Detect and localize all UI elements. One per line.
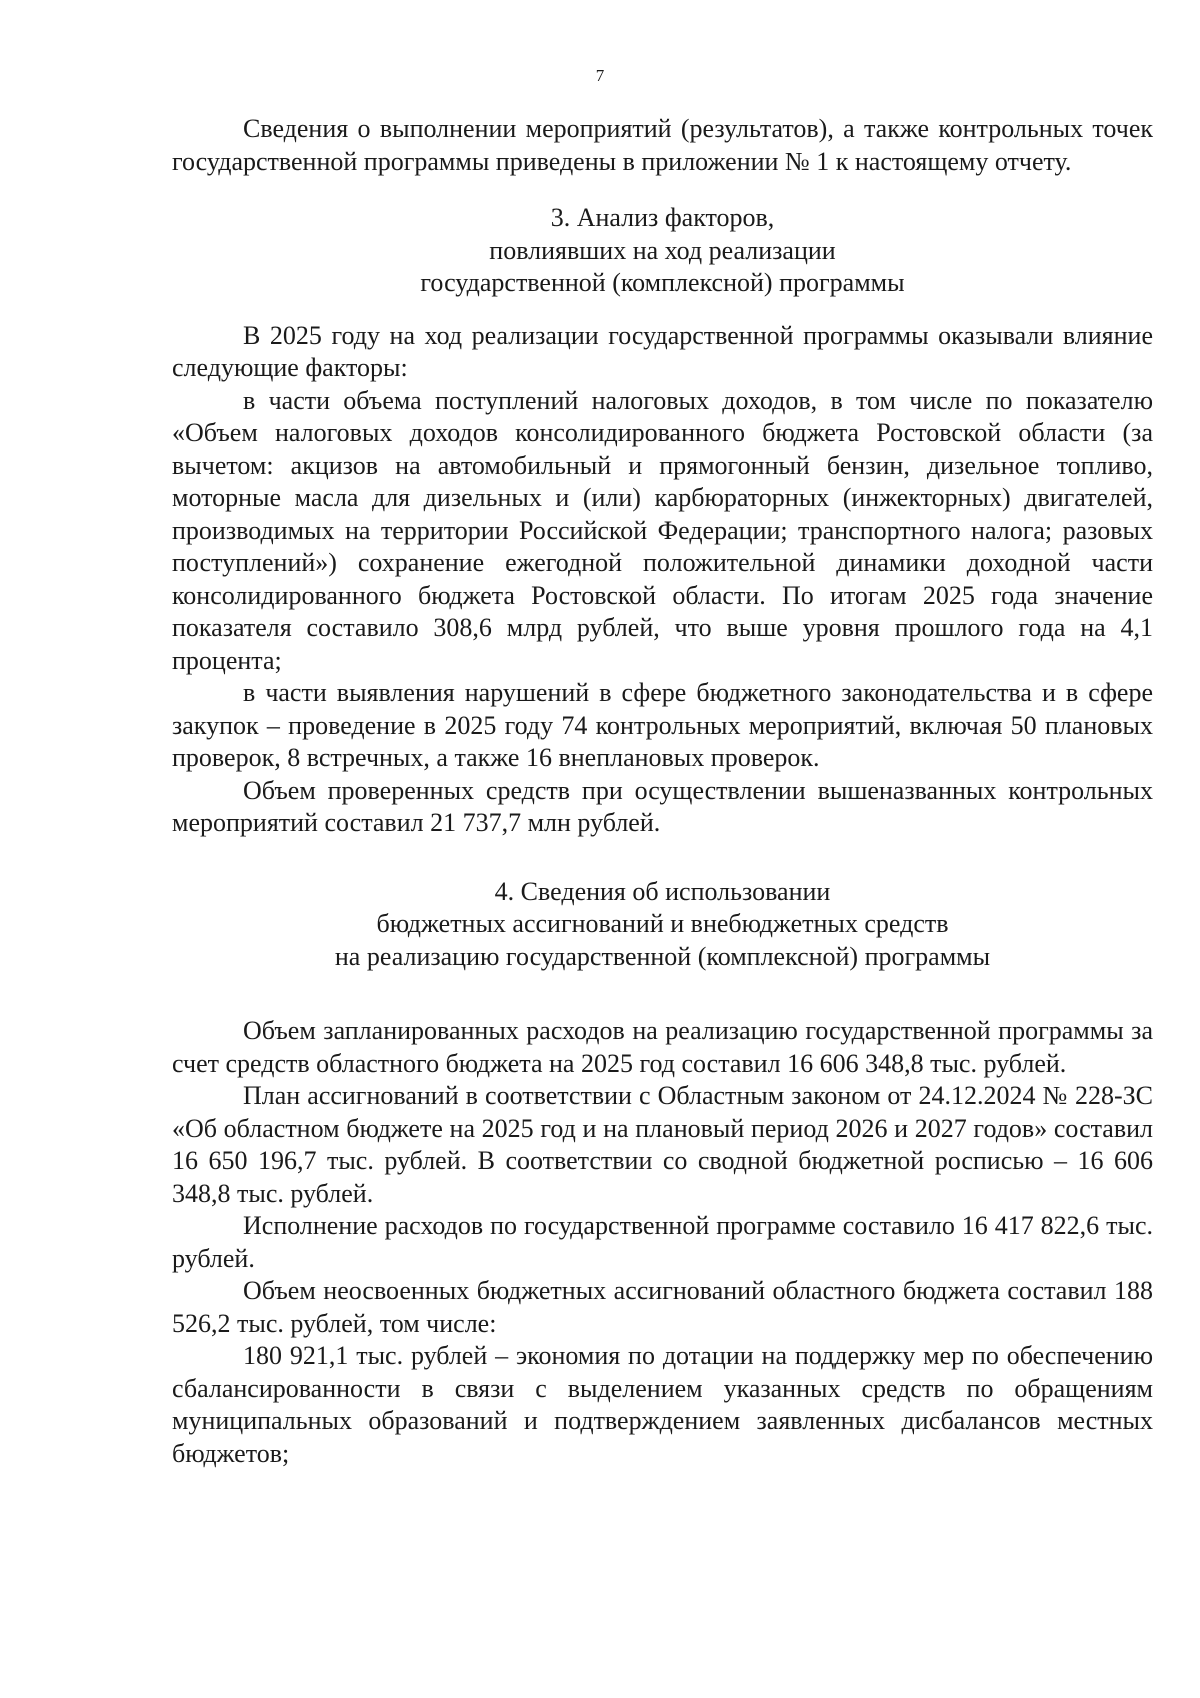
paragraph: в части выявления нарушений в сфере бюджетного законодательства и в сфере закупок – проведение в 2025 году 74 контрольных мероприятий, включая 50 плановых проверок, 8 встречных, а также 16 внеплановых проверок. [172, 678, 1153, 772]
page-number: 7 [595, 66, 605, 85]
paragraph: Исполнение расходов по государственной программе составило 16 417 822,6 тыс. рублей. [172, 1211, 1153, 1273]
section-heading-line: 3. Анализ факторов, [550, 203, 775, 232]
section-heading-line: повлиявших на ход реализации [489, 235, 836, 265]
paragraph: Объем неосвоенных бюджетных ассигнований областного бюджета составил 188 526,2 тыс. рублей, том числе: [172, 1276, 1153, 1338]
document-body [172, 113, 1153, 1470]
section-heading-line: бюджетных ассигнований и внебюджетных средств [376, 909, 949, 938]
section-heading [172, 202, 1153, 300]
section-heading-line: 4. Сведения об использовании [494, 876, 831, 906]
paragraph: Сведения о выполнении мероприятий (результатов), а также контрольных точек государственной программы приведены в приложении № 1 к настоящему отчету. [172, 114, 1153, 176]
section-heading-line: государственной (комплексной) программы [420, 268, 905, 297]
section-heading [172, 876, 1153, 974]
paragraph: 180 921,1 тыс. рублей – экономия по дотации на поддержку мер по обеспечению сбалансированности в связи с выделением указанных средств по обращениям муниципальных образований и подтверждением заявленных дисбалансов местных бюджетов; [172, 1341, 1153, 1468]
paragraph: в части объема поступлений налоговых доходов, в том числе по показателю «Объем налоговых доходов консолидированного бюджета Ростовской области (за вычетом: акцизов на автомобильный и прямогонный бензин, дизельное топливо, моторные масла для дизельных и (или) карбюраторных (инжекторных) двигателей, производимых на территории Российской Федерации; транспортного налога; разовых поступлений») сохранение ежегодной положительной динамики доходной части консолидированного бюджета Ростовской области. По итогам 2025 года значение показателя составило 308,6 млрд рублей, что выше уровня прошлого года на 4,1 процента; [172, 385, 1153, 675]
paragraph: Объем проверенных средств при осуществлении вышеназванных контрольных мероприятий составил 21 737,7 млн рублей. [172, 775, 1153, 837]
paragraph: План ассигнований в соответствии с Областным законом от 24.12.2024 № 228-ЗС «Об областном бюджете на 2025 год и на плановый период 2026 и 2027 годов» составил 16 650 196,7 тыс. рублей. В соответствии со сводной бюджетной росписью – 16 606 348,8 тыс. рублей. [172, 1081, 1153, 1208]
paragraph: В 2025 году на ход реализации государственной программы оказывали влияние следующие факторы: [172, 320, 1153, 382]
paragraph: Объем запланированных расходов на реализацию государственной программы за счет средств областного бюджета на 2025 год составил 16 606 348,8 тыс. рублей. [172, 1016, 1153, 1078]
section-heading-line: на реализацию государственной (комплексной) программы [334, 941, 991, 971]
